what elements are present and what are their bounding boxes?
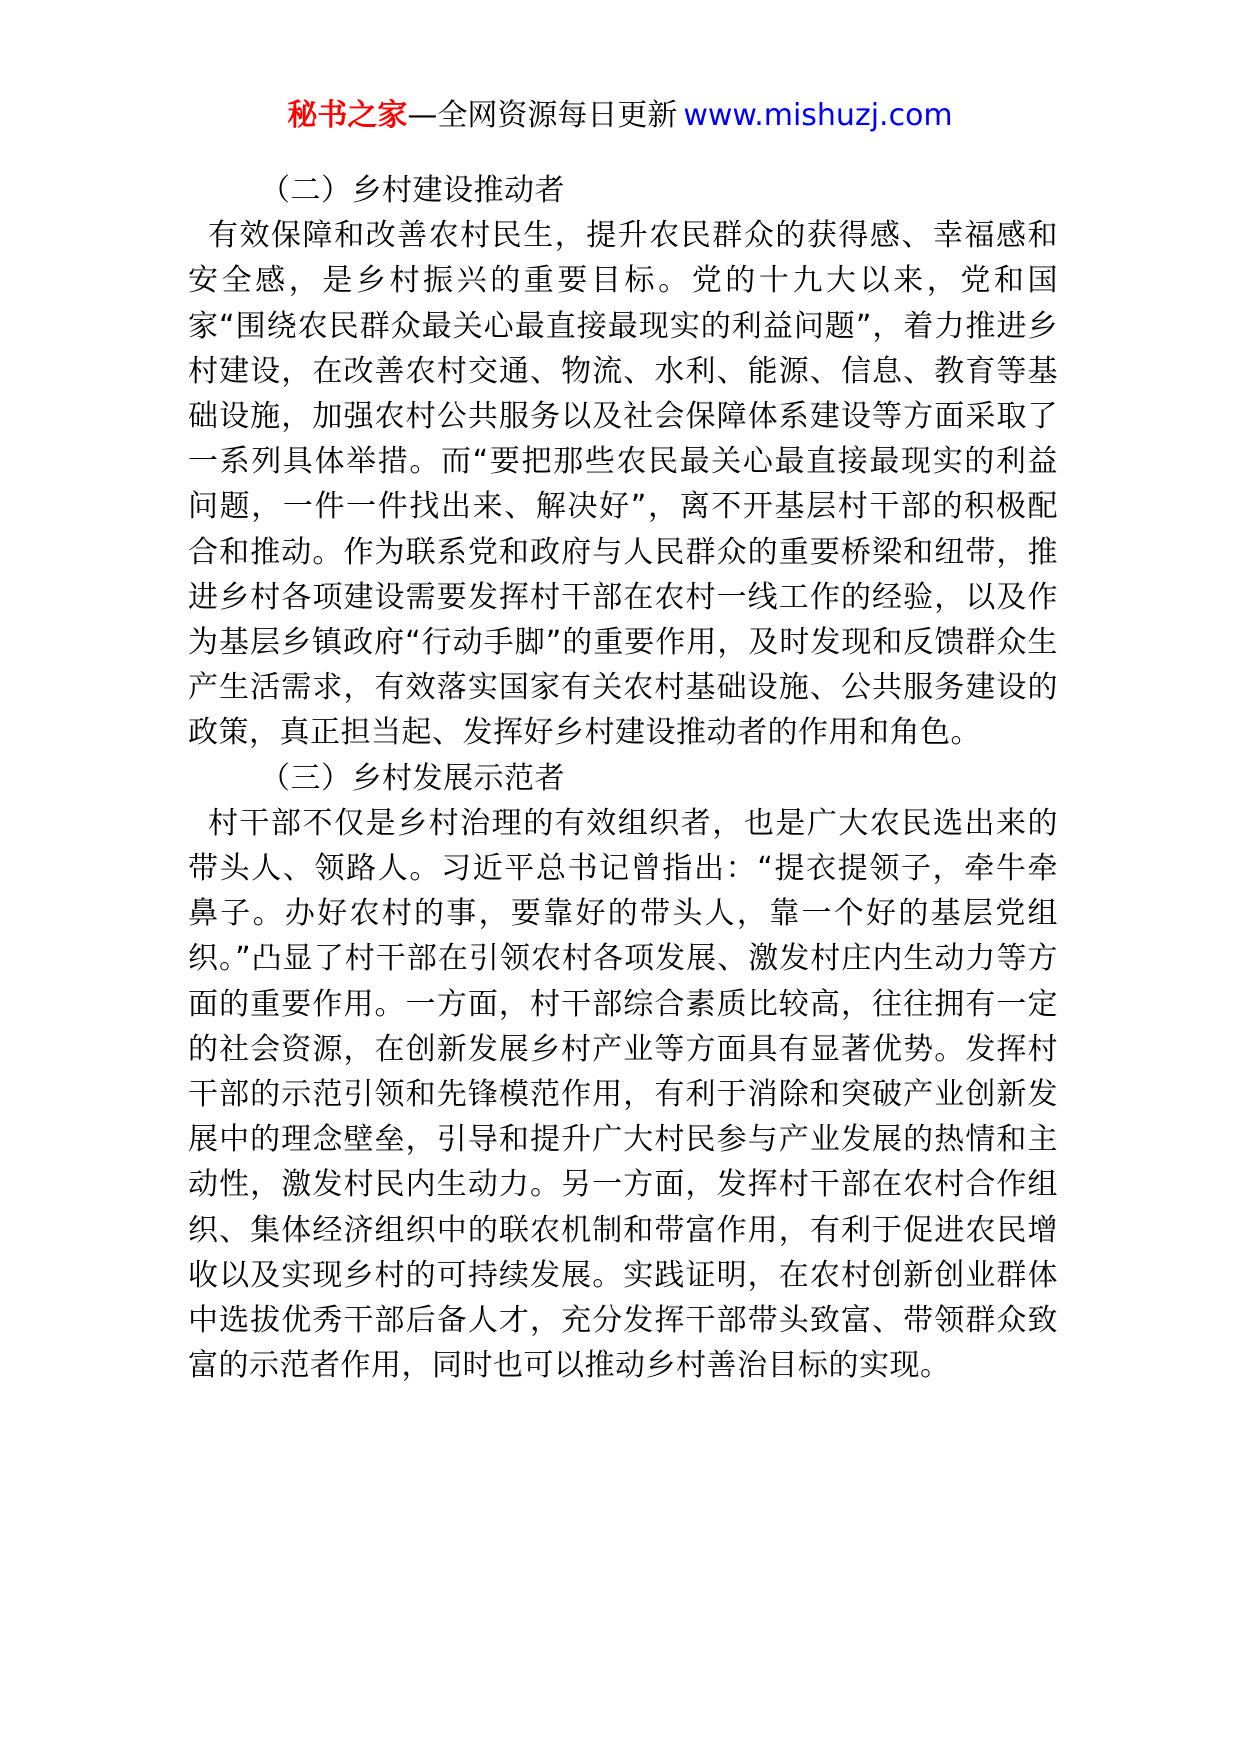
document-body [188,168,1058,1388]
section-heading-3: （三）乡村发展示范者 [260,760,565,796]
website-link[interactable]: www.mishuzj.com [683,98,953,133]
page-header [0,96,1240,136]
section-heading-2: （二）乡村建设推动者 [260,173,565,208]
section-paragraph-2: 有效保障和改善农村民生，提升农民群众的获得感、幸福感和安全感，是乡村振兴的重要目标。党的十九大以来，党和国家“围绕农民群众最关心最直接最现实的利益问题”，着力推进乡村建设，在改善农村交通、物流、水利、能源、信息、教育等基础设施，加强农村公共服务以及社会保障体系建设等方面采取了一系列具体举措。而“要把那些农民最关心最直接最现实的利益问题，一件一件找出来、解决好”，离不开基层村干部的积极配合和推动。作为联系党和政府与人民群众的重要桥梁和纽带，推进乡村各项建设需要发挥村干部在农村一线工作的经验，以及作为基层乡镇政府“行动手脚”的重要作用，及时发现和反馈群众生产生活需求，有效落实国家有关农村基础设施、公共服务建设的政策，真正担当起、发挥好乡村建设推动者的作用和角色。 [188,218,1058,751]
brand-name: 秘书之家 [287,98,408,133]
header-slogan: —全网资源每日更新 [407,98,678,133]
section-paragraph-3: 村干部不仅是乡村治理的有效组织者，也是广大农民选出来的带头人、领路人。习近平总书记曾指出：“提衣提领子，牵牛牵鼻子。办好农村的事，要靠好的带头人，靠一个好的基层党组织。”凸显了村干部在引领农村各项发展、激发村庄内生动力等方面的重要作用。一方面，村干部综合素质比较高，往往拥有一定的社会资源，在创新发展乡村产业等方面具有显著优势。发挥村干部的示范引领和先锋模范作用，有利于消除和突破产业创新发展中的理念壁垒，引导和提升广大村民参与产业发展的热情和主动性，激发村民内生动力。另一方面，发挥村干部在农村合作组织、集体经济组织中的联农机制和带富作用，有利于促进农民增收以及实现乡村的可持续发展。实践证明，在农村创新创业群体中选拔优秀干部后备人才，充分发挥干部带头致富、带领群众致富的示范者作用，同时也可以推动乡村善治目标的实现。 [188,805,1058,1384]
